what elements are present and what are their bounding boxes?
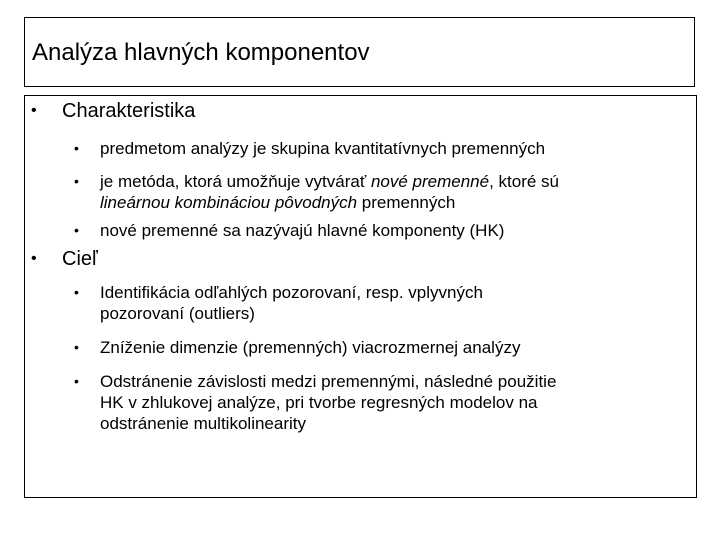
list-item: nové premenné sa nazývajú hlavné komponenty (HK) <box>100 221 505 240</box>
slide-title-box <box>24 17 695 87</box>
item-bullet: • <box>74 339 79 355</box>
list-item-text: , ktoré sú <box>489 172 560 191</box>
section-bullet: • <box>31 102 37 119</box>
slide-content-box <box>24 95 697 498</box>
list-item-emphasis: lineárnou kombináciou pôvodných <box>100 193 358 212</box>
item-bullet: • <box>74 173 79 189</box>
section-heading-ciel: Cieľ <box>62 248 98 270</box>
list-item: predmetom analýzy je skupina kvantitatívnych premenných <box>100 139 546 158</box>
list-item-continuation <box>100 192 455 213</box>
list-item-continuation: pozorovaní (outliers) <box>100 304 255 323</box>
list-item: Identifikácia odľahlých pozorovaní, resp. vplyvných <box>100 283 483 302</box>
section-heading-charakteristika: Charakteristika <box>62 100 196 122</box>
section-bullet: • <box>31 250 37 267</box>
list-item-text: je metóda, ktorá umožňuje vytvárať <box>100 172 371 191</box>
list-item-continuation: HK v zhlukovej analýze, pri tvorbe regresných modelov na <box>100 393 538 412</box>
item-bullet: • <box>74 284 79 300</box>
list-item: Odstránenie závislosti medzi premennými, následné použitie <box>100 372 557 391</box>
list-item-text: premenných <box>357 193 456 212</box>
list-item-continuation: odstránenie multikolinearity <box>100 414 306 433</box>
slide-title: Analýza hlavných komponentov <box>32 39 370 66</box>
list-item-emphasis: nové premenné <box>370 172 490 191</box>
list-item <box>100 171 559 192</box>
item-bullet: • <box>74 373 79 389</box>
item-bullet: • <box>74 222 79 238</box>
list-item: Zníženie dimenzie (premenných) viacrozmernej analýzy <box>100 338 521 357</box>
item-bullet: • <box>74 140 79 156</box>
